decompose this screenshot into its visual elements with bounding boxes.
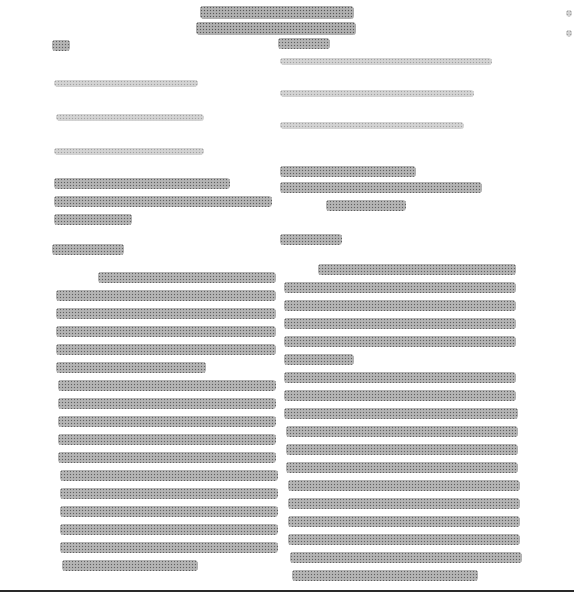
left-list-line [54, 148, 204, 155]
right-affiliation-line [280, 166, 416, 177]
scan-edge-mark [566, 30, 572, 37]
left-list-line [56, 114, 204, 121]
right-list-line [280, 90, 474, 97]
left-affiliation-line [54, 214, 132, 225]
right-section-heading [280, 234, 342, 245]
right-list-line [280, 122, 464, 129]
document-title-block [200, 6, 354, 19]
right-affiliation-line [326, 200, 406, 211]
document-note [0, 0, 1, 1]
right-list-line [280, 58, 492, 65]
scan-edge-mark [566, 10, 572, 17]
title-area-text [0, 0, 1, 1]
left-section-heading [52, 244, 124, 255]
left-heading-short [52, 40, 70, 51]
right-affiliation-line [280, 182, 482, 193]
document-title-block-line-2 [196, 22, 356, 35]
right-heading-short [278, 38, 330, 49]
left-list-line [54, 80, 198, 87]
left-affiliation-line [54, 196, 272, 207]
left-affiliation-line [54, 178, 230, 189]
